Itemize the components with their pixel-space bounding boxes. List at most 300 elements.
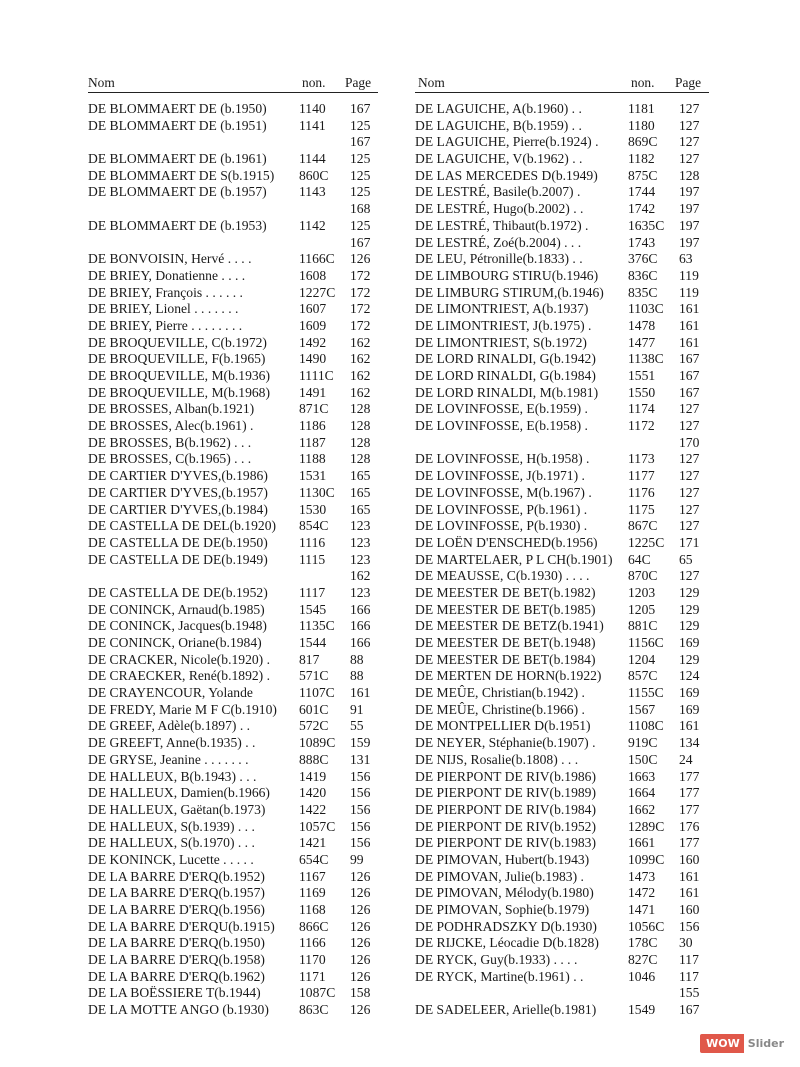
entry-name: DE BRIEY, François . . . . . . (88, 284, 243, 300)
entry-number: 1174 (628, 401, 655, 417)
entry-name: DE BRIEY, Pierre . . . . . . . . (88, 317, 243, 333)
entry-name: DE MEESTER DE BETZ(b.1941) (415, 618, 604, 634)
wowslider-watermark[interactable] (700, 1034, 788, 1053)
entry-page: 176 (679, 818, 700, 834)
entry-number: 1108C (628, 718, 664, 734)
entry-page: 197 (679, 201, 700, 217)
entry-number: 1608 (299, 267, 327, 283)
entry-page: 125 (350, 184, 371, 200)
index-entry-row (88, 802, 378, 819)
entry-list-right (415, 101, 709, 1019)
entry-number: 1103C (628, 301, 664, 317)
entry-page: 161 (350, 685, 371, 701)
entry-name: DE RIJCKE, Léocadie D(b.1828) (415, 935, 599, 951)
index-entry-row (415, 218, 709, 235)
index-entry-row (415, 318, 709, 335)
entry-number: 1144 (299, 151, 326, 167)
entry-number: 654C (299, 851, 329, 867)
entry-page: 128 (350, 451, 371, 467)
entry-name: DE LOVINFOSSE, E(b.1958) . (415, 418, 588, 434)
entry-name: DE RYCK, Martine(b.1961) . . (415, 968, 584, 984)
index-entry-row (415, 668, 709, 685)
entry-name: DE HALLEUX, S(b.1939) . . . (88, 818, 255, 834)
entry-page: 124 (679, 668, 700, 684)
entry-page: 65 (679, 551, 693, 567)
index-entry-row (415, 835, 709, 852)
entry-page: 119 (679, 267, 699, 283)
entry-number: 1544 (299, 635, 327, 650)
index-entry-row (88, 919, 378, 936)
index-entry-row (415, 168, 709, 185)
entry-name: DE CONINCK, Arnaud(b.1985) (88, 601, 265, 617)
index-entry-row (415, 418, 709, 435)
entry-name: DE NEYER, Stéphanie(b.1907) . (415, 735, 596, 751)
index-entry-row (88, 585, 378, 602)
entry-number: 1472 (628, 885, 656, 901)
entry-name: DE LESTRÉ, Thibaut(b.1972) . (415, 217, 589, 233)
entry-number: 1117 (299, 584, 326, 600)
entry-name: DE PIERPONT DE RIV(b.1983) (415, 835, 596, 851)
entry-name: DE PIERPONT DE RIV(b.1986) (415, 768, 596, 784)
entry-number: 1167 (299, 868, 326, 884)
entry-number: 1168 (299, 902, 326, 917)
entry-name: DE CARTIER D'YVES,(b.1986) (88, 468, 268, 484)
index-entry-row (88, 385, 378, 402)
entry-number: 1550 (628, 384, 656, 400)
index-entry-row (88, 134, 378, 151)
entry-name: DE LORD RINALDI, G(b.1984) (415, 368, 596, 383)
index-entry-row (88, 318, 378, 335)
entry-name: DE GRYSE, Jeanine . . . . . . . (88, 751, 249, 767)
entry-page: 161 (679, 885, 700, 901)
entry-number: 1176 (628, 484, 655, 500)
entry-page: 127 (679, 101, 700, 116)
entry-number: 572C (299, 718, 329, 734)
entry-name: DE FREDY, Marie M F C(b.1910) (88, 701, 277, 717)
entry-number: 1545 (299, 601, 327, 617)
index-entry-row (415, 201, 709, 218)
entry-number: 1742 (628, 201, 656, 217)
index-entry-row (88, 151, 378, 168)
index-entry-row (88, 852, 378, 869)
entry-page: 167 (350, 134, 371, 150)
entry-number: 867C (628, 518, 658, 534)
entry-number: 1478 (628, 317, 656, 333)
index-entry-row (88, 485, 378, 502)
entry-name: DE MEESTER DE BET(b.1948) (415, 635, 596, 650)
entry-name: DE CARTIER D'YVES,(b.1984) (88, 501, 268, 517)
index-entry-row (88, 118, 378, 135)
index-entry-row (415, 885, 709, 902)
entry-page: 127 (679, 401, 700, 417)
entry-name: DE MONTPELLIER D(b.1951) (415, 718, 591, 734)
index-entry-row (88, 602, 378, 619)
entry-number: 1664 (628, 785, 656, 801)
entry-number: 1140 (299, 101, 326, 116)
entry-name: DE LOVINFOSSE, J(b.1971) . (415, 468, 585, 484)
entry-page: 30 (679, 935, 693, 951)
entry-number: 1530 (299, 501, 327, 517)
entry-name: DE BLOMMAERT DE (b.1951) (88, 117, 267, 133)
index-entry-row (88, 735, 378, 752)
entry-number: 1422 (299, 801, 327, 817)
entry-number: 1662 (628, 801, 656, 817)
entry-name: DE CASTELLA DE DE(b.1952) (88, 584, 268, 600)
index-entry-row (415, 451, 709, 468)
index-entry-row (88, 552, 378, 569)
entry-page: 158 (350, 985, 371, 1001)
index-entry-row (415, 1002, 709, 1019)
index-entry-row (415, 585, 709, 602)
entry-number: 1186 (299, 418, 326, 434)
entry-name: DE HALLEUX, S(b.1970) . . . (88, 835, 255, 851)
entry-page: 166 (350, 635, 371, 650)
index-entry-row (415, 401, 709, 418)
index-entry-row (415, 118, 709, 135)
entry-page: 165 (350, 484, 371, 500)
index-entry-row (88, 652, 378, 669)
entry-number: 1661 (628, 835, 656, 851)
entry-name: DE MEESTER DE BET(b.1984) (415, 651, 596, 667)
entry-number: 1116 (299, 534, 326, 550)
index-entry-row (415, 802, 709, 819)
entry-page: 127 (679, 501, 700, 517)
header-page: Page (675, 75, 702, 90)
entry-name: DE LOVINFOSSE, P(b.1930) . (415, 518, 588, 534)
entry-name: DE HALLEUX, Damien(b.1966) (88, 785, 270, 801)
entry-name: DE LOVINFOSSE, H(b.1958) . (415, 451, 590, 467)
entry-number: 1107C (299, 685, 335, 701)
entry-name: DE BRIEY, Donatienne . . . . (88, 267, 246, 283)
index-entry-row (88, 502, 378, 519)
entry-number: 1156C (628, 635, 664, 650)
entry-number: 1166 (299, 935, 326, 951)
entry-name: DE LA MOTTE ANGO (b.1930) (88, 1002, 269, 1018)
entry-name: DE LA BARRE D'ERQ(b.1958) (88, 952, 265, 968)
entry-number: 1227C (299, 284, 336, 300)
entry-number: 1171 (299, 968, 326, 984)
entry-name: DE MERTEN DE HORN(b.1922) (415, 668, 602, 684)
entry-name: DE BROSSES, Alec(b.1961) . (88, 418, 254, 434)
entry-page: 197 (679, 217, 700, 233)
entry-page: 24 (679, 751, 693, 767)
index-entry-row (415, 969, 709, 986)
index-entry-row (88, 251, 378, 268)
entry-name: DE LOVINFOSSE, E(b.1959) . (415, 401, 588, 417)
index-entry-row (88, 218, 378, 235)
entry-number: 866C (299, 918, 329, 934)
entry-name: DE LAGUICHE, V(b.1962) . . (415, 151, 583, 167)
index-entry-row (415, 101, 709, 118)
entry-name: DE PIMOVAN, Julie(b.1983) . (415, 868, 584, 884)
index-entry-row (88, 885, 378, 902)
entry-number: 1169 (299, 885, 326, 901)
entry-name: DE BROSSES, B(b.1962) . . . (88, 434, 252, 450)
entry-page: 127 (679, 468, 700, 484)
entry-name: DE CASTELLA DE DE(b.1949) (88, 551, 268, 567)
entry-number: 1477 (628, 334, 656, 350)
entry-page: 123 (350, 584, 371, 600)
entry-name: DE CARTIER D'YVES,(b.1957) (88, 484, 268, 500)
entry-page: 125 (350, 217, 371, 233)
entry-number: 1046 (628, 968, 656, 984)
entry-page: 127 (679, 151, 700, 167)
entry-page: 126 (350, 1002, 371, 1018)
entry-page: 99 (350, 851, 364, 867)
entry-page: 125 (350, 117, 371, 133)
entry-page: 162 (350, 384, 371, 400)
entry-page: 165 (350, 501, 371, 517)
entry-name: DE LAGUICHE, Pierre(b.1924) . (415, 134, 599, 150)
entry-page: 166 (350, 601, 371, 617)
index-entry-row (88, 451, 378, 468)
entry-name: DE LIMBURG STIRUM,(b.1946) (415, 284, 604, 300)
entry-number: 1187 (299, 434, 326, 450)
index-entry-row (88, 268, 378, 285)
entry-page: 129 (679, 651, 700, 667)
entry-name: DE MARTELAER, P L CH(b.1901) (415, 551, 613, 567)
entry-page: 123 (350, 534, 371, 550)
entry-number: 854C (299, 518, 329, 534)
index-entry-row (88, 201, 378, 218)
entry-name: DE MEÛE, Christine(b.1966) . (415, 701, 585, 717)
entry-number: 1057C (299, 818, 336, 834)
entry-name: DE BROQUEVILLE, M(b.1936) (88, 368, 270, 383)
index-entry-row (88, 769, 378, 786)
entry-number: 1531 (299, 468, 327, 484)
entry-name: DE LOËN D'ENSCHED(b.1956) (415, 534, 598, 550)
index-entry-row (88, 535, 378, 552)
entry-page: 162 (350, 334, 371, 350)
entry-number: 1743 (628, 234, 656, 250)
entry-number: 1135C (299, 618, 335, 634)
entry-name: DE BROQUEVILLE, F(b.1965) (88, 351, 266, 367)
entry-number: 1492 (299, 334, 327, 350)
entry-name: DE LA BOËSSIERE T(b.1944) (88, 985, 261, 1001)
entry-list-left (88, 101, 378, 1019)
entry-number: 1473 (628, 868, 656, 884)
entry-number: 1188 (299, 451, 326, 467)
entry-number: 817 (299, 651, 320, 667)
column-header (88, 74, 378, 93)
index-entry-row (88, 101, 378, 118)
entry-name: DE MEAUSSE, C(b.1930) . . . . (415, 568, 590, 584)
entry-name: DE LORD RINALDI, M(b.1981) (415, 384, 599, 400)
column-header (415, 74, 709, 93)
right-column (415, 74, 709, 1019)
entry-page: 55 (350, 718, 364, 734)
entry-page: 167 (679, 351, 700, 367)
entry-name: DE BLOMMAERT DE (b.1950) (88, 101, 267, 116)
entry-number: 1155C (628, 685, 664, 701)
entry-page: 156 (679, 918, 700, 934)
entry-number: 1744 (628, 184, 656, 200)
entry-name: DE LA BARRE D'ERQ(b.1957) (88, 885, 265, 901)
entry-number: 1056C (628, 918, 665, 934)
entry-page: 156 (350, 785, 371, 801)
index-entry-row (88, 518, 378, 535)
entry-page: 172 (350, 267, 371, 283)
entry-page: 172 (350, 317, 371, 333)
index-entry-row (415, 568, 709, 585)
entry-page: 167 (679, 368, 700, 383)
entry-number: 1182 (628, 151, 655, 167)
entry-page: 197 (679, 184, 700, 200)
entry-name: DE KONINCK, Lucette . . . . . (88, 851, 254, 867)
index-entry-row (88, 935, 378, 952)
entry-number: 376C (628, 251, 658, 267)
entry-name: DE BROSSES, Alban(b.1921) (88, 401, 255, 417)
entry-page: 169 (679, 635, 700, 650)
entry-name: DE CONINCK, Jacques(b.1948) (88, 618, 267, 634)
entry-page: 126 (350, 935, 371, 951)
entry-name: DE GREEFT, Anne(b.1935) . . (88, 735, 256, 751)
index-entry-row (415, 852, 709, 869)
index-entry-row (88, 351, 378, 368)
entry-name: DE BRIEY, Lionel . . . . . . . (88, 301, 239, 317)
entry-name: DE RYCK, Guy(b.1933) . . . . (415, 952, 578, 968)
entry-page: 131 (350, 751, 371, 767)
entry-page: 128 (350, 434, 371, 450)
entry-number: 1420 (299, 785, 327, 801)
entry-name: DE LOVINFOSSE, M(b.1967) . (415, 484, 592, 500)
index-entry-row (88, 969, 378, 986)
entry-number: 1289C (628, 818, 665, 834)
entry-page: 159 (350, 735, 371, 751)
index-entry-row (88, 618, 378, 635)
entry-name: DE CASTELLA DE DEL(b.1920) (88, 518, 277, 534)
entry-page: 169 (679, 701, 700, 717)
entry-page: 126 (350, 885, 371, 901)
entry-page: 126 (350, 868, 371, 884)
entry-name: DE LOVINFOSSE, P(b.1961) . (415, 501, 588, 517)
entry-page: 177 (679, 768, 700, 784)
entry-number: 1115 (299, 551, 326, 567)
index-entry-row (415, 368, 709, 385)
index-entry-row (415, 735, 709, 752)
index-entry-row (415, 935, 709, 952)
entry-number: 1143 (299, 184, 326, 200)
index-entry-row (415, 251, 709, 268)
index-entry-row (415, 919, 709, 936)
entry-page: 119 (679, 284, 699, 300)
entry-page: 161 (679, 334, 700, 350)
entry-number: 1419 (299, 768, 327, 784)
index-entry-row (88, 368, 378, 385)
entry-page: 177 (679, 785, 700, 801)
entry-number: 1607 (299, 301, 327, 317)
entry-page: 127 (679, 418, 700, 434)
index-entry-row (88, 435, 378, 452)
index-entry-row (415, 285, 709, 302)
index-entry-row (88, 702, 378, 719)
entry-page: 166 (350, 618, 371, 634)
entry-name: DE LA BARRE D'ERQ(b.1956) (88, 902, 265, 917)
entry-page: 123 (350, 518, 371, 534)
entry-number: 1180 (628, 117, 655, 133)
entry-name: DE CRAYENCOUR, Yolande (88, 685, 253, 701)
entry-page: 127 (679, 568, 700, 584)
entry-name: DE LA BARRE D'ERQ(b.1962) (88, 968, 265, 984)
entry-name: DE BLOMMAERT DE (b.1961) (88, 151, 267, 167)
entry-page: 127 (679, 117, 700, 133)
entry-page: 162 (350, 368, 371, 383)
index-entry-row (415, 718, 709, 735)
entry-page: 167 (679, 384, 700, 400)
entry-number: 1567 (628, 701, 656, 717)
entry-name: DE BROSSES, C(b.1965) . . . (88, 451, 252, 467)
entry-name: DE PODHRADSZKY D(b.1930) (415, 918, 597, 934)
entry-number: 1138C (628, 351, 664, 367)
entry-number: 863C (299, 1002, 329, 1018)
entry-name: DE GREEF, Adèle(b.1897) . . (88, 718, 251, 734)
index-entry-row (88, 568, 378, 585)
entry-name: DE MEÛE, Christian(b.1942) . (415, 685, 585, 701)
index-entry-row (415, 385, 709, 402)
header-page: Page (345, 75, 372, 90)
entry-page: 126 (350, 968, 371, 984)
entry-page: 168 (350, 201, 371, 217)
entry-number: 1087C (299, 985, 336, 1001)
entry-page: 155 (679, 985, 700, 1001)
entry-name: DE HALLEUX, B(b.1943) . . . (88, 768, 257, 784)
entry-page: 117 (679, 952, 699, 968)
entry-page: 127 (679, 518, 700, 534)
entry-name: DE MEESTER DE BET(b.1985) (415, 601, 596, 617)
entry-number: 1172 (628, 418, 655, 434)
entry-number: 1170 (299, 952, 326, 968)
entry-page: 197 (679, 234, 700, 250)
entry-number: 1181 (628, 101, 655, 116)
entry-page: 127 (679, 134, 700, 150)
entry-number: 875C (628, 167, 658, 183)
entry-name: DE LIMONTRIEST, S(b.1972) (415, 334, 587, 350)
entry-number: 1205 (628, 601, 656, 617)
index-entry-row (88, 1002, 378, 1019)
index-entry-row (88, 668, 378, 685)
entry-page: 161 (679, 317, 700, 333)
index-entry-row (88, 819, 378, 836)
index-entry-row (415, 985, 709, 1002)
entry-name: DE BROQUEVILLE, M(b.1968) (88, 384, 270, 400)
entry-number: 1225C (628, 534, 665, 550)
entry-page: 129 (679, 618, 700, 634)
entry-number: 827C (628, 952, 658, 968)
index-entry-row (415, 468, 709, 485)
index-entry-row (88, 401, 378, 418)
entry-number: 64C (628, 551, 651, 567)
watermark-part1: WOW (700, 1034, 744, 1053)
entry-name: DE CONINCK, Oriane(b.1984) (88, 635, 262, 650)
entry-name: DE BLOMMAERT DE (b.1957) (88, 184, 267, 200)
entry-number: 1130C (299, 484, 335, 500)
index-entry-row (415, 335, 709, 352)
entry-name: DE PIERPONT DE RIV(b.1984) (415, 801, 596, 817)
entry-name: DE BLOMMAERT DE S(b.1915) (88, 167, 275, 183)
entry-page: 161 (679, 868, 700, 884)
index-entry-row (415, 819, 709, 836)
index-entry-row (88, 685, 378, 702)
entry-page: 127 (679, 484, 700, 500)
entry-number: 857C (628, 668, 658, 684)
entry-name: DE CRACKER, Nicole(b.1920) . (88, 651, 270, 667)
index-entry-row (415, 869, 709, 886)
entry-page: 167 (679, 1002, 700, 1018)
index-entry-row (415, 618, 709, 635)
entry-page: 128 (350, 401, 371, 417)
entry-page: 161 (679, 301, 700, 317)
entry-number: 1635C (628, 217, 665, 233)
